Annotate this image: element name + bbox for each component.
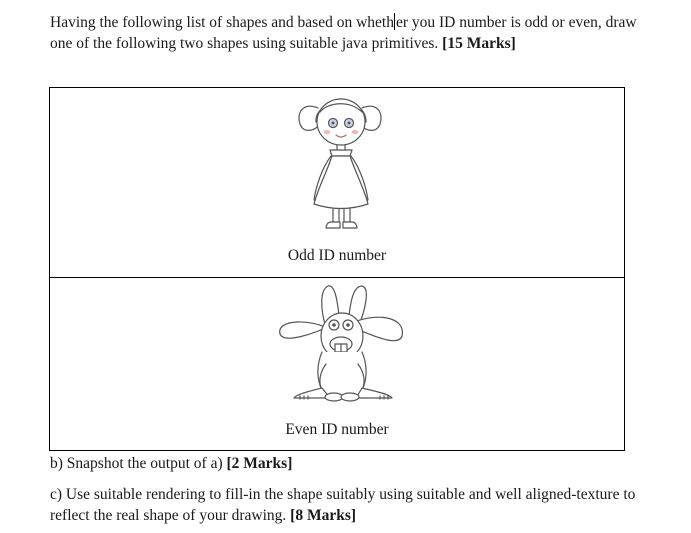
part-b-marks: [2 Marks] [226,455,293,472]
left-cheek [324,130,331,134]
odd-id-caption: Odd ID number [287,247,387,264]
question-part-c [50,484,650,526]
even-id-cell [50,278,624,451]
neck [337,145,345,150]
shapes-table [49,87,625,451]
part-c-marks: [8 Marks] [290,507,357,524]
question-part-b [50,453,292,474]
part-c-text: c) Use suitable rendering to fill-in the shape suitably using suitable and well aligned-texture to reflect the real shape of your drawing. [50,486,636,524]
odd-id-cell [50,88,624,278]
bunny-drawing [50,278,626,418]
even-id-caption: Even ID number [285,421,389,438]
question-intro [50,12,650,54]
bunny-right-paw [341,393,359,401]
face [317,99,365,145]
intro-text-b: er you ID number is odd or even, draw one of the following two shapes using suitable java primitives. [50,14,637,52]
collar [330,150,352,156]
right-cheek [352,130,359,134]
legs [333,209,350,222]
bunny-right-foot [356,388,392,398]
left-shoe [326,222,340,228]
part-b-text: b) Snapshot the output of a) [50,455,227,472]
dress [314,156,368,209]
girl-drawing [50,88,626,248]
intro-text-a: Having the following list of shapes and based on wheth [50,14,394,31]
bunny-body [318,352,366,396]
right-shoe [343,222,357,228]
intro-marks: [15 Marks] [442,35,516,52]
bunny-left-paw [325,393,343,401]
